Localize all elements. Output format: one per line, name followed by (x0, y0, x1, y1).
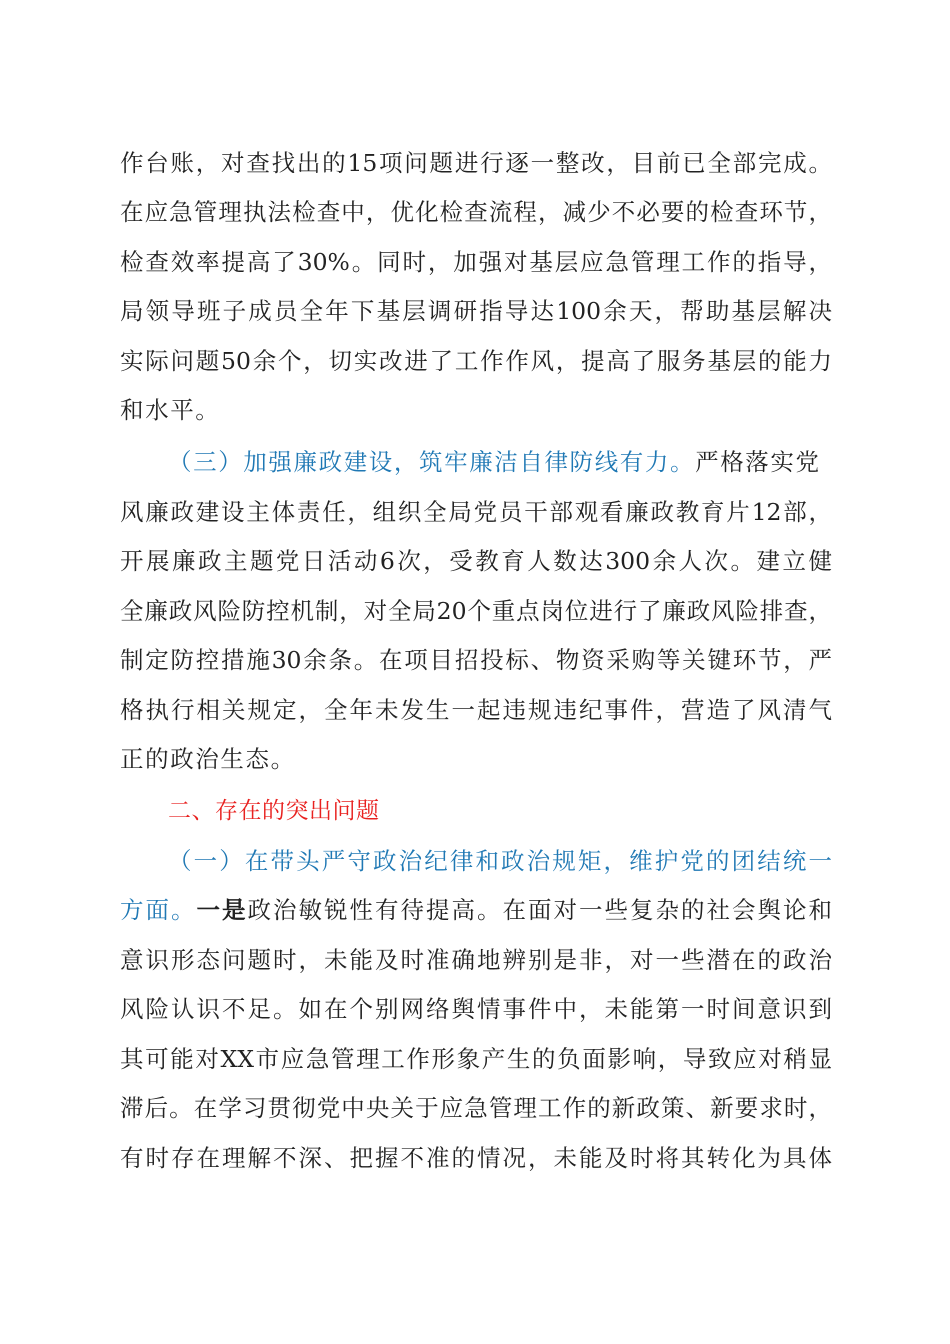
paragraph-line: 和水平。 (120, 396, 221, 424)
section-heading: 二、存在的突出问题 (168, 798, 380, 824)
paragraph-line: 风险认识不足。如在个别网络舆情事件中，未能第一时间意识到 (120, 995, 832, 1023)
paragraph-line: 其可能对XX市应急管理工作形象产生的负面影响，导致应对稍显 (120, 1045, 832, 1073)
subsection-heading: （一）在带头严守政治纪律和政治规矩，维护党的团结统一 (168, 847, 832, 875)
paragraph-line (120, 890, 832, 930)
paragraph-line: 开展廉政主题党日活动6次，受教育人数达300余人次。建立健 (120, 547, 832, 575)
paragraph-line: 在应急管理执法检查中，优化检查流程，减少不必要的检查环节， (120, 198, 832, 226)
paragraph-line: 实际问题50余个，切实改进了工作作风，提高了服务基层的能力 (120, 347, 832, 375)
paragraph-line: 意识形态问题时，未能及时准确地辨别是非，对一些潜在的政治 (120, 946, 832, 974)
paragraph-line: 风廉政建设主体责任，组织全局党员干部观看廉政教育片12部， (120, 498, 832, 526)
paragraph-line: 作台账，对查找出的15项问题进行逐一整改，目前已全部完成。 (120, 149, 832, 177)
subsection-heading-line (168, 442, 821, 482)
paragraph-line: 滞后。在学习贯彻党中央关于应急管理工作的新政策、新要求时， (120, 1094, 832, 1122)
subsection-heading: 方面。 (120, 896, 197, 924)
paragraph-line: 制定防控措施30余条。在项目招投标、物资采购等关键环节，严 (120, 646, 832, 674)
paragraph-line: 全廉政风险防控机制，对全局20个重点岗位进行了廉政风险排查， (120, 597, 832, 625)
paragraph-line: 正的政治生态。 (120, 745, 296, 773)
subsection-heading: （三）加强廉政建设，筑牢廉洁自律防线有力。 (168, 448, 696, 476)
lead-text: 一是 (196, 896, 248, 924)
paragraph-text: 政治敏锐性有待提高。在面对一些复杂的社会舆论和 (247, 896, 832, 924)
paragraph-line: 格执行相关规定，全年未发生一起违规违纪事件，营造了风清气 (120, 696, 832, 724)
paragraph-line: 局领导班子成员全年下基层调研指导达100余天，帮助基层解决 (120, 297, 832, 325)
paragraph-line: 有时存在理解不深、把握不准的情况，未能及时将其转化为具体 (120, 1144, 832, 1172)
paragraph-text: 严格落实党 (695, 448, 821, 476)
paragraph-line: 检查效率提高了30%。同时，加强对基层应急管理工作的指导， (120, 248, 832, 276)
